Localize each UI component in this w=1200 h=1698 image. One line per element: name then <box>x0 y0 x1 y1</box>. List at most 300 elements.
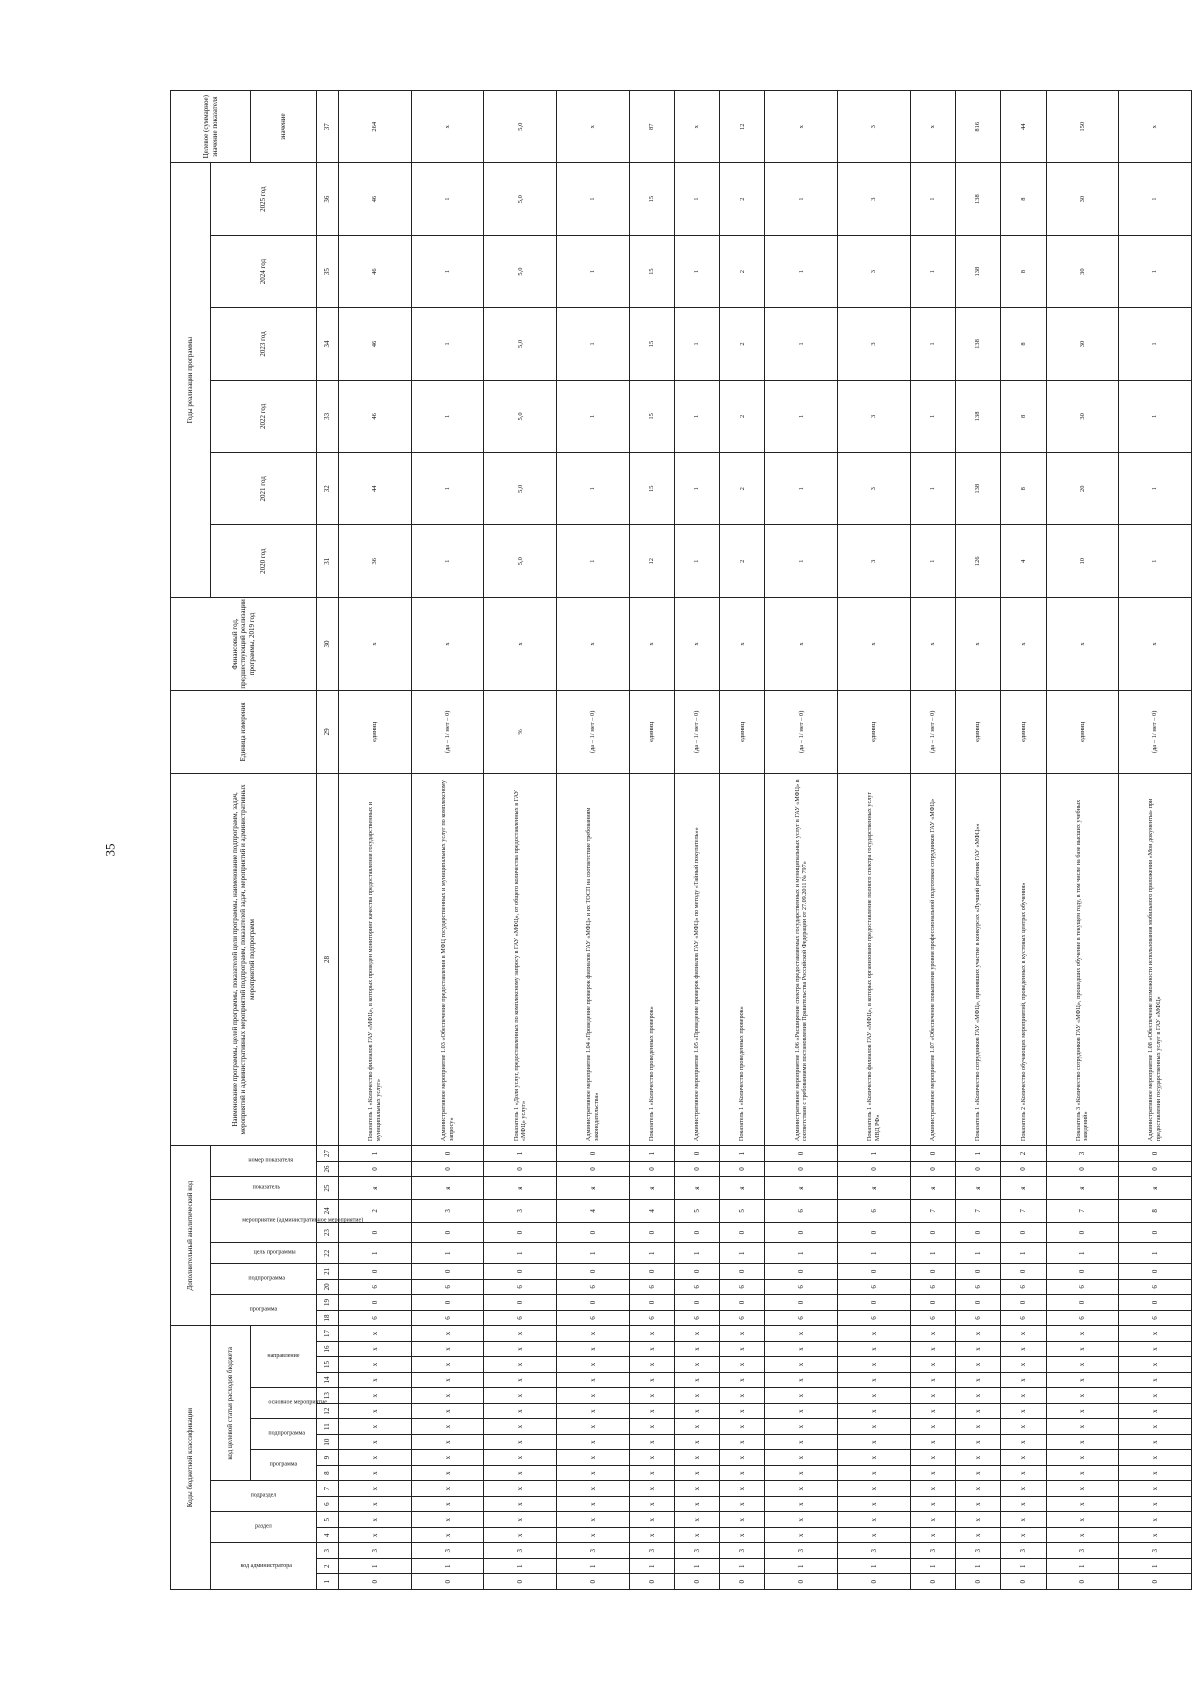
code-cell: x <box>675 1450 720 1466</box>
code-cell: 6 <box>1119 1279 1192 1295</box>
year-value-cell: 46 <box>339 308 412 380</box>
column-number-28: 28 <box>317 773 339 1145</box>
code-cell: 6 <box>411 1310 484 1326</box>
year-value-cell: 3 <box>838 308 911 380</box>
target-article-header: код целевой статьи расходов бюджета <box>211 1326 251 1481</box>
code-cell: x <box>484 1496 557 1512</box>
code-cell: x <box>956 1527 1001 1543</box>
year-value-cell: 1 <box>765 308 838 380</box>
code-cell: x <box>484 1341 557 1357</box>
code-cell: x <box>484 1403 557 1419</box>
code-cell: 6 <box>675 1310 720 1326</box>
code-cell: x <box>765 1512 838 1528</box>
year-value-cell: 1 <box>411 308 484 380</box>
code-cell: x <box>411 1481 484 1497</box>
main-activity-header <box>251 1388 327 1419</box>
code-cell: x <box>720 1357 765 1373</box>
indicator-header <box>211 1177 317 1200</box>
code-cell: 0 <box>838 1574 911 1590</box>
description-cell: Административное мероприятие 1.07 «Обеспечение повышения уровня профессиональной подготовки сотрудников ГАУ «МФЦ» <box>910 773 955 1145</box>
code-cell: x <box>720 1434 765 1450</box>
code-cell: 6 <box>838 1200 911 1223</box>
code-cell: x <box>557 1450 630 1466</box>
year-value-cell: 5,0 <box>484 235 557 307</box>
code-cell: 0 <box>720 1161 765 1177</box>
unit-cell: единиц <box>1001 691 1046 774</box>
code-cell: 0 <box>629 1222 674 1243</box>
code-cell: x <box>1001 1450 1046 1466</box>
code-cell: 0 <box>675 1222 720 1243</box>
year-value-cell: 15 <box>629 308 674 380</box>
table-row <box>629 91 674 1590</box>
code-cell: x <box>910 1465 955 1481</box>
code-cell: x <box>765 1527 838 1543</box>
code-cell: x <box>1046 1372 1119 1388</box>
code-cell: 3 <box>557 1543 630 1559</box>
year-value-cell: 2 <box>720 308 765 380</box>
year-2020-header: 2020 год <box>211 525 317 597</box>
code-cell: 6 <box>1119 1310 1192 1326</box>
unit-cell: единиц <box>629 691 674 774</box>
code-cell: x <box>484 1419 557 1435</box>
code-cell: 0 <box>910 1574 955 1590</box>
code-cell: 1 <box>629 1558 674 1574</box>
year-value-cell: 36 <box>339 525 412 597</box>
code-cell: x <box>765 1403 838 1419</box>
column-number-20: 20 <box>317 1279 339 1295</box>
code-cell: 6 <box>484 1310 557 1326</box>
code-cell: 0 <box>1119 1574 1192 1590</box>
code-cell: 0 <box>629 1295 674 1311</box>
description-cell: Показатель 1 «Доля услуг, предоставленных по комплексному запросу в ГАУ «МФЦ», от общего количества предоставленных в ГАУ «МФЦ» услуг» <box>484 773 557 1145</box>
code-cell: x <box>1046 1527 1119 1543</box>
code-cell: x <box>1001 1326 1046 1342</box>
subprogram-code-label: подпрограмма <box>268 1430 306 1437</box>
year-value-cell: 1 <box>910 453 955 525</box>
year-value-cell: 1 <box>765 453 838 525</box>
column-number-7: 7 <box>317 1481 339 1497</box>
code-cell: 1 <box>765 1243 838 1264</box>
code-cell: 0 <box>765 1161 838 1177</box>
code-cell: x <box>956 1419 1001 1435</box>
code-cell: x <box>1119 1496 1192 1512</box>
code-cell: 0 <box>675 1264 720 1280</box>
code-cell: 1 <box>838 1243 911 1264</box>
code-cell: 6 <box>765 1310 838 1326</box>
code-cell: 0 <box>484 1222 557 1243</box>
code-cell: 0 <box>557 1574 630 1590</box>
column-number-12: 12 <box>317 1403 339 1419</box>
code-cell: x <box>910 1372 955 1388</box>
code-cell: 6 <box>675 1279 720 1295</box>
column-number-36: 36 <box>317 163 339 235</box>
code-cell: 0 <box>765 1222 838 1243</box>
code-cell: 1 <box>1001 1243 1046 1264</box>
code-cell: x <box>1001 1341 1046 1357</box>
code-cell: 3 <box>910 1543 955 1559</box>
description-cell: Показатель 1 «Количество проведенных проверок» <box>629 773 674 1145</box>
code-cell: x <box>411 1450 484 1466</box>
code-cell: 0 <box>411 1574 484 1590</box>
header-row-1 <box>171 91 211 1590</box>
year-2025-header: 2025 год <box>211 163 317 235</box>
code-cell: 6 <box>956 1310 1001 1326</box>
code-cell: x <box>484 1527 557 1543</box>
direction-header <box>251 1326 317 1388</box>
goal-program-header <box>211 1243 317 1264</box>
table-row <box>720 91 765 1590</box>
code-cell: x <box>720 1481 765 1497</box>
code-cell: x <box>1001 1419 1046 1435</box>
code-cell: x <box>910 1527 955 1543</box>
year-value-cell: 3 <box>838 235 911 307</box>
code-cell: 0 <box>720 1295 765 1311</box>
column-number-17: 17 <box>317 1326 339 1342</box>
year-value-cell: 1 <box>765 525 838 597</box>
code-cell: 1 <box>557 1243 630 1264</box>
code-cell: 2 <box>1001 1146 1046 1162</box>
code-cell: 1 <box>910 1243 955 1264</box>
code-cell: 0 <box>956 1574 1001 1590</box>
year-value-cell: 2 <box>720 525 765 597</box>
year-value-cell: 8 <box>1001 235 1046 307</box>
column-number-row <box>317 91 339 1590</box>
column-number-1: 1 <box>317 1574 339 1590</box>
year-value-cell: 1 <box>1119 235 1192 307</box>
year-value-cell: 2 <box>720 453 765 525</box>
code-cell: 0 <box>1001 1161 1046 1177</box>
code-cell: 1 <box>411 1243 484 1264</box>
goal-program-label: цель программы <box>253 1249 296 1256</box>
code-cell: x <box>838 1341 911 1357</box>
code-cell: x <box>1001 1512 1046 1528</box>
code-cell: 6 <box>339 1279 412 1295</box>
target-value-cell: 12 <box>720 91 765 163</box>
code-cell: 0 <box>1046 1574 1119 1590</box>
code-cell: x <box>910 1512 955 1528</box>
program-indicators-table <box>170 90 1192 1590</box>
code-cell: 6 <box>765 1279 838 1295</box>
base-year-cell: x <box>339 597 412 690</box>
subsection-header <box>211 1481 317 1512</box>
code-cell: x <box>838 1496 911 1512</box>
column-number-5: 5 <box>317 1512 339 1528</box>
indicator-num-label: номер показателя <box>248 1157 294 1164</box>
code-cell: я <box>484 1177 557 1200</box>
year-value-cell: 20 <box>1046 453 1119 525</box>
column-number-27: 27 <box>317 1146 339 1162</box>
code-cell: 6 <box>956 1279 1001 1295</box>
code-cell: x <box>956 1481 1001 1497</box>
year-value-cell: 15 <box>629 235 674 307</box>
code-cell: x <box>720 1512 765 1528</box>
year-value-cell: 46 <box>339 380 412 452</box>
code-cell: x <box>956 1326 1001 1342</box>
code-cell: 1 <box>765 1558 838 1574</box>
year-value-cell: 1 <box>557 308 630 380</box>
page-number: 35 <box>102 843 118 857</box>
code-cell: 6 <box>910 1279 955 1295</box>
code-cell: 0 <box>411 1146 484 1162</box>
year-value-cell: 138 <box>956 380 1001 452</box>
target-value-cell: x <box>1119 91 1192 163</box>
year-value-cell: 2 <box>720 235 765 307</box>
year-value-cell: 1 <box>675 308 720 380</box>
code-cell: x <box>411 1403 484 1419</box>
code-cell: 3 <box>765 1543 838 1559</box>
activity-num-label: мероприятие (административное мероприятие) <box>242 1217 364 1224</box>
code-cell: x <box>838 1465 911 1481</box>
year-value-cell: 5,0 <box>484 525 557 597</box>
code-cell: 3 <box>1046 1543 1119 1559</box>
code-cell: 0 <box>720 1574 765 1590</box>
year-value-cell: 15 <box>629 163 674 235</box>
code-cell: x <box>956 1496 1001 1512</box>
code-cell: x <box>910 1403 955 1419</box>
code-cell: x <box>411 1496 484 1512</box>
code-cell: x <box>557 1326 630 1342</box>
code-cell: 0 <box>629 1161 674 1177</box>
year-value-cell: 5,0 <box>484 163 557 235</box>
column-number-13: 13 <box>317 1388 339 1404</box>
base-year-cell: x <box>1046 597 1119 690</box>
years-group-header: Годы реализации программы <box>171 163 211 597</box>
code-cell: x <box>1046 1481 1119 1497</box>
year-value-cell: 1 <box>1119 163 1192 235</box>
code-cell: x <box>1046 1512 1119 1528</box>
column-number-3: 3 <box>317 1543 339 1559</box>
year-value-cell: 5,0 <box>484 380 557 452</box>
code-cell: x <box>956 1388 1001 1404</box>
code-cell: 0 <box>720 1222 765 1243</box>
code-cell: x <box>557 1372 630 1388</box>
code-cell: 0 <box>1046 1264 1119 1280</box>
code-cell: 6 <box>838 1279 911 1295</box>
year-value-cell: 1 <box>765 380 838 452</box>
name-header: Наименование программы, целей программы, показателей цели программы, наименование подпрограмм, задач, мероприятий и административных мероприятий подпрограмм, показателей задач, мероприятий и административных мероприятий подпрограмм <box>171 773 317 1145</box>
code-cell: x <box>910 1496 955 1512</box>
code-cell: x <box>484 1326 557 1342</box>
code-cell: x <box>557 1481 630 1497</box>
code-cell: x <box>557 1527 630 1543</box>
value-header: значение <box>251 91 317 163</box>
code-cell: x <box>484 1512 557 1528</box>
code-cell: x <box>910 1450 955 1466</box>
year-value-cell: 30 <box>1046 163 1119 235</box>
code-cell: x <box>675 1527 720 1543</box>
code-cell: x <box>1046 1434 1119 1450</box>
code-cell: x <box>1119 1527 1192 1543</box>
year-value-cell: 1 <box>675 163 720 235</box>
code-cell: я <box>1001 1177 1046 1200</box>
code-cell: x <box>557 1357 630 1373</box>
code-cell: 1 <box>956 1558 1001 1574</box>
code-cell: 4 <box>557 1200 630 1223</box>
column-number-33: 33 <box>317 380 339 452</box>
code-cell: 0 <box>484 1295 557 1311</box>
target-value-cell: 44 <box>1001 91 1046 163</box>
code-cell: 7 <box>1046 1200 1119 1223</box>
code-cell: 0 <box>1119 1295 1192 1311</box>
code-cell: 1 <box>1001 1558 1046 1574</box>
column-number-24: 24 <box>317 1200 339 1223</box>
code-cell: x <box>765 1372 838 1388</box>
year-value-cell: 8 <box>1001 163 1046 235</box>
code-cell: x <box>339 1419 412 1435</box>
code-cell: x <box>720 1419 765 1435</box>
description-cell: Административное мероприятие 1.08 «Обеспечение возможности использования мобильного приложения «Мои документы» при предоставлении государственных услуг в ГАУ «МФЦ» <box>1119 773 1192 1145</box>
unit-cell: единиц <box>1046 691 1119 774</box>
unit-cell: % <box>484 691 557 774</box>
subprogram-label: подпрограмма <box>248 1275 286 1282</box>
year-value-cell: 138 <box>956 308 1001 380</box>
unit-header: Единица измерения <box>171 691 317 774</box>
year-value-cell: 1 <box>557 163 630 235</box>
code-cell: 3 <box>484 1200 557 1223</box>
code-cell: 0 <box>339 1295 412 1311</box>
code-cell: я <box>629 1177 674 1200</box>
code-cell: 0 <box>629 1264 674 1280</box>
code-cell: 0 <box>557 1295 630 1311</box>
description-cell: Показатель 1 «Количество филиалов ГАУ «МФЦ», в которых организовано предоставление полного спектра государственных услуг МВД РФ» <box>838 773 911 1145</box>
code-cell: я <box>765 1177 838 1200</box>
code-cell: 0 <box>411 1161 484 1177</box>
code-cell: 0 <box>838 1264 911 1280</box>
code-cell: 0 <box>765 1574 838 1590</box>
code-cell: 0 <box>411 1222 484 1243</box>
code-cell: x <box>411 1512 484 1528</box>
code-cell: x <box>1119 1481 1192 1497</box>
code-cell: x <box>675 1326 720 1342</box>
year-value-cell: 1 <box>411 380 484 452</box>
code-cell: 7 <box>956 1200 1001 1223</box>
code-cell: 1 <box>1046 1243 1119 1264</box>
code-cell: x <box>675 1481 720 1497</box>
unit-cell: (да – 1/ нет – 0) <box>910 691 955 774</box>
year-value-cell: 1 <box>910 380 955 452</box>
extra-code-header: Дополнительный аналитический код <box>171 1146 211 1326</box>
unit-cell: (да – 1/ нет – 0) <box>557 691 630 774</box>
code-cell: x <box>956 1450 1001 1466</box>
code-cell: x <box>339 1372 412 1388</box>
code-cell: 3 <box>484 1543 557 1559</box>
description-cell: Административное мероприятие 1.04 «Проведение проверок филиалов ГАУ «МФЦ» и их ТОСП на соответствие требованиям законодательства» <box>557 773 630 1145</box>
code-cell: x <box>675 1434 720 1450</box>
code-cell: x <box>1119 1465 1192 1481</box>
code-cell: x <box>557 1341 630 1357</box>
table-row <box>765 91 838 1590</box>
code-cell: 6 <box>339 1310 412 1326</box>
code-cell: x <box>956 1341 1001 1357</box>
code-cell: 0 <box>1046 1222 1119 1243</box>
code-cell: x <box>557 1403 630 1419</box>
code-cell: 1 <box>838 1146 911 1162</box>
code-cell: я <box>1119 1177 1192 1200</box>
target-value-cell: 3 <box>838 91 911 163</box>
code-cell: x <box>838 1326 911 1342</box>
code-cell: x <box>484 1481 557 1497</box>
code-cell: x <box>720 1403 765 1419</box>
year-2021-header: 2021 год <box>211 453 317 525</box>
year-value-cell: 46 <box>339 235 412 307</box>
code-cell: x <box>629 1357 674 1373</box>
code-cell: x <box>956 1434 1001 1450</box>
code-cell: 6 <box>629 1279 674 1295</box>
code-cell: 3 <box>675 1543 720 1559</box>
code-cell: x <box>411 1388 484 1404</box>
code-cell: 0 <box>910 1264 955 1280</box>
year-value-cell: 3 <box>838 453 911 525</box>
column-number-4: 4 <box>317 1527 339 1543</box>
table-row <box>484 91 557 1590</box>
program-code-label: программа <box>269 1461 298 1468</box>
code-cell: 0 <box>765 1295 838 1311</box>
code-cell: x <box>910 1341 955 1357</box>
year-value-cell: 15 <box>629 453 674 525</box>
code-cell: 0 <box>910 1161 955 1177</box>
code-cell: x <box>910 1357 955 1373</box>
code-cell: 0 <box>1001 1264 1046 1280</box>
code-cell: x <box>720 1388 765 1404</box>
code-cell: x <box>910 1481 955 1497</box>
program-header <box>211 1295 317 1326</box>
description-cell: Административное мероприятие 1.03 «Обеспечение предоставления в МФЦ государственных и муниципальных услуг по комплексному запросу» <box>411 773 484 1145</box>
column-number-10: 10 <box>317 1434 339 1450</box>
subsection-label: подраздел <box>250 1492 277 1499</box>
code-cell: я <box>838 1177 911 1200</box>
code-cell: 0 <box>339 1574 412 1590</box>
base-year-cell: x <box>411 597 484 690</box>
year-value-cell: 1 <box>675 453 720 525</box>
code-cell: x <box>484 1372 557 1388</box>
code-cell: x <box>765 1388 838 1404</box>
year-value-cell: 1 <box>765 163 838 235</box>
year-value-cell: 1 <box>411 453 484 525</box>
code-cell: x <box>1001 1527 1046 1543</box>
base-year-cell: x <box>838 597 911 690</box>
code-cell: 6 <box>910 1310 955 1326</box>
code-cell: 1 <box>956 1243 1001 1264</box>
code-cell: 3 <box>339 1543 412 1559</box>
budget-codes-header: Коды бюджетной классификации <box>171 1326 211 1590</box>
description-cell: Показатель 1 «Количество сотрудников ГАУ «МФЦ», принявших участие в конкурсах «Лучший работник ГАУ «МФЦ»» <box>956 773 1001 1145</box>
code-cell: x <box>484 1450 557 1466</box>
target-value-cell: 87 <box>629 91 674 163</box>
code-cell: 6 <box>765 1200 838 1223</box>
code-cell: x <box>629 1372 674 1388</box>
code-cell: 8 <box>1119 1200 1192 1223</box>
code-cell: 1 <box>675 1558 720 1574</box>
code-cell: x <box>629 1450 674 1466</box>
base-year-cell: x <box>910 597 955 690</box>
code-cell: x <box>765 1419 838 1435</box>
code-cell: 0 <box>956 1222 1001 1243</box>
code-cell: x <box>484 1434 557 1450</box>
code-cell: x <box>484 1357 557 1373</box>
year-value-cell: 46 <box>339 163 412 235</box>
column-number-23: 23 <box>317 1222 339 1243</box>
code-cell: 0 <box>956 1264 1001 1280</box>
code-cell: x <box>1001 1481 1046 1497</box>
code-cell: x <box>629 1326 674 1342</box>
column-number-21: 21 <box>317 1264 339 1280</box>
year-value-cell: 1 <box>557 235 630 307</box>
year-value-cell: 5,0 <box>484 308 557 380</box>
code-cell: 1 <box>629 1243 674 1264</box>
year-value-cell: 1 <box>910 525 955 597</box>
code-cell: x <box>675 1372 720 1388</box>
unit-cell: единиц <box>720 691 765 774</box>
